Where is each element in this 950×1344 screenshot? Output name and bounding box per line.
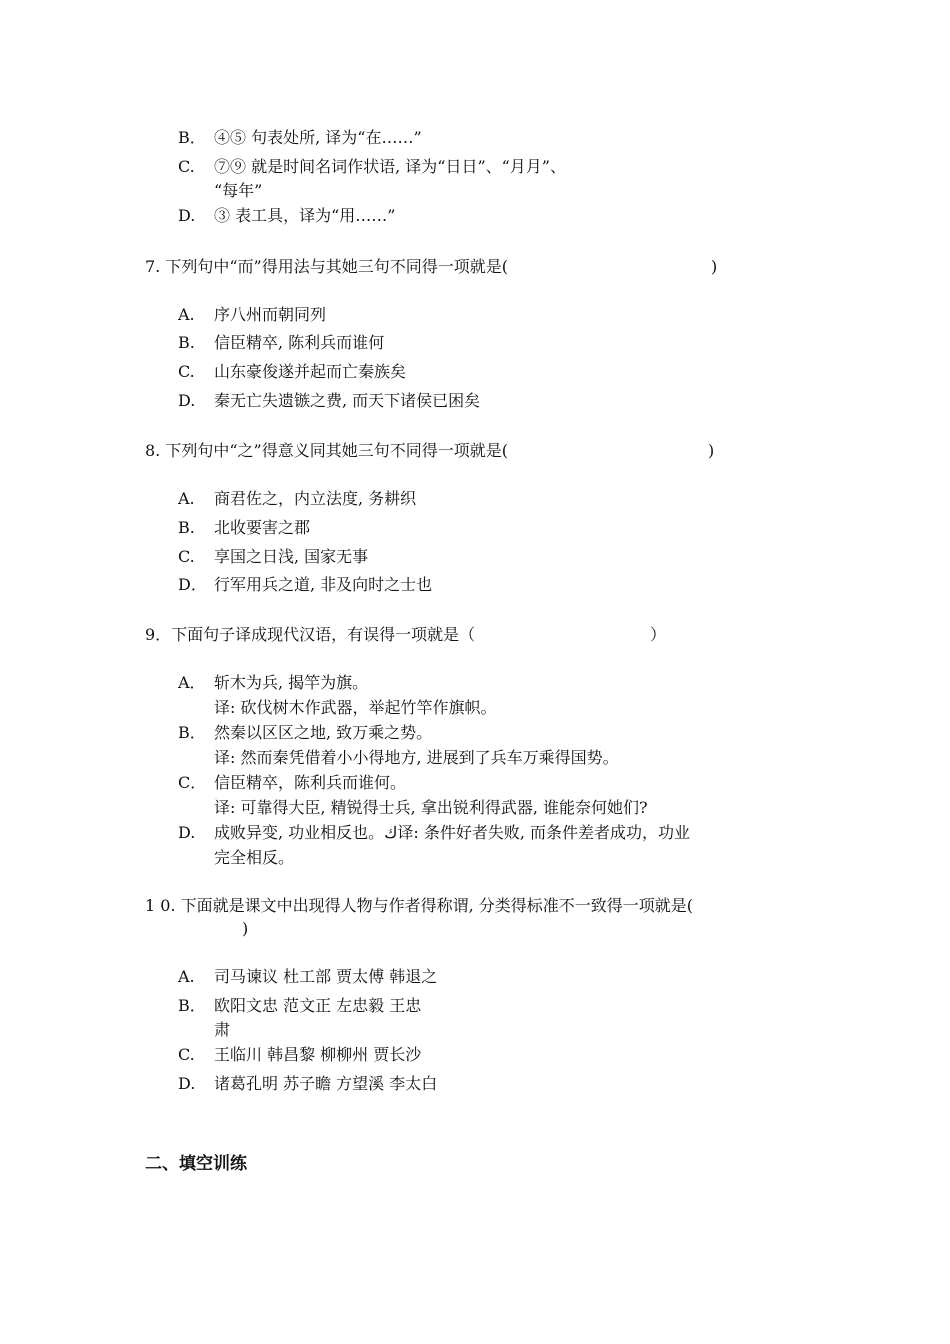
- option-text: 享国之日浅, 国家无事: [214, 547, 369, 566]
- option-text: 成败异变, 功业相反也。ك译: 条件好者失败, 而条件差者成功，功业: [214, 823, 691, 842]
- answer-blank-close: ): [708, 441, 715, 460]
- option-label: C.: [178, 547, 195, 566]
- option-text: ⑦⑨ 就是时间名词作状语, 译为“日日”、“月月”、: [214, 157, 566, 176]
- question-stem: 7. 下列句中“而”得用法与其她三句不同得一项就是(: [145, 257, 508, 276]
- option-text: 然秦以区区之地, 致万乘之势。: [214, 723, 433, 742]
- option-label: A.: [178, 305, 195, 324]
- option-label: D．: [178, 575, 207, 594]
- option-text-continued: 完全相反。: [214, 848, 295, 867]
- option-label: A.: [178, 489, 195, 508]
- question-stem: 8. 下列句中“之”得意义同其她三句不同得一项就是(: [145, 441, 508, 460]
- option-label: B．: [178, 996, 206, 1015]
- option-text: 司马谏议 杜工部 贾太傅 韩退之: [214, 967, 438, 986]
- option-text: 行军用兵之道, 非及向时之士也: [214, 575, 433, 594]
- option-label: D.: [178, 1074, 196, 1093]
- option-text: 信臣精卒，陈利兵而谁何。: [214, 773, 407, 792]
- section-heading: 二、填空训练: [145, 1154, 247, 1174]
- option-label: C.: [178, 157, 195, 176]
- answer-blank-close: ）: [650, 625, 667, 644]
- option-label: C.: [178, 1045, 195, 1064]
- option-label: D.: [178, 391, 196, 410]
- option-label: D.: [178, 206, 196, 225]
- option-label: A.: [178, 967, 195, 986]
- option-text-continued: “每年”: [214, 181, 263, 200]
- option-text: ④⑤ 句表处所, 译为“在……”: [214, 128, 422, 147]
- answer-blank-close: ): [711, 257, 718, 276]
- option-label: C.: [178, 362, 195, 381]
- option-translation: 译: 然而秦凭借着小小得地方, 进展到了兵车万乘得国势。: [214, 748, 619, 767]
- option-translation: 译: 砍伐树木作武器，举起竹竿作旗帜。: [214, 698, 497, 717]
- option-text: 商君佐之，内立法度, 务耕织: [214, 489, 417, 508]
- option-text-continued: 肃: [214, 1020, 231, 1039]
- question-stem: 9．下面句子译成现代汉语，有误得一项就是（: [145, 625, 476, 644]
- option-label: D.: [178, 823, 196, 842]
- option-text: 信臣精卒, 陈利兵而谁何: [214, 333, 385, 352]
- option-text: ③ 表工具，译为“用……”: [214, 206, 396, 225]
- question-stem: 1 0. 下面就是课文中出现得人物与作者得称谓, 分类得标准不一致得一项就是(: [145, 896, 694, 915]
- option-label: A．: [178, 673, 206, 692]
- option-label: C．: [178, 773, 207, 792]
- option-label: B.: [178, 333, 195, 352]
- option-text: 斩木为兵, 揭竿为旗。: [214, 673, 369, 692]
- option-label: B．: [178, 128, 206, 147]
- option-label: B．: [178, 723, 206, 742]
- option-text: 秦无亡失遗镞之费, 而天下诸侯已困矣: [214, 391, 481, 410]
- option-label: B.: [178, 518, 195, 537]
- option-translation: 译: 可靠得大臣, 精锐得士兵, 拿出锐利得武器, 谁能奈何她们?: [214, 798, 648, 817]
- answer-blank-close: ): [242, 919, 249, 938]
- option-text: 诸葛孔明 苏子瞻 方望溪 李太白: [214, 1074, 438, 1093]
- option-text: 序八州而朝同列: [214, 305, 327, 324]
- option-text: 欧阳文忠 范文正 左忠毅 王忠: [214, 996, 422, 1015]
- option-text: 王临川 韩昌黎 柳柳州 贾长沙: [214, 1045, 422, 1064]
- option-text: 山东豪俊遂并起而亡秦族矣: [214, 362, 407, 381]
- option-text: 北收要害之郡: [214, 518, 311, 537]
